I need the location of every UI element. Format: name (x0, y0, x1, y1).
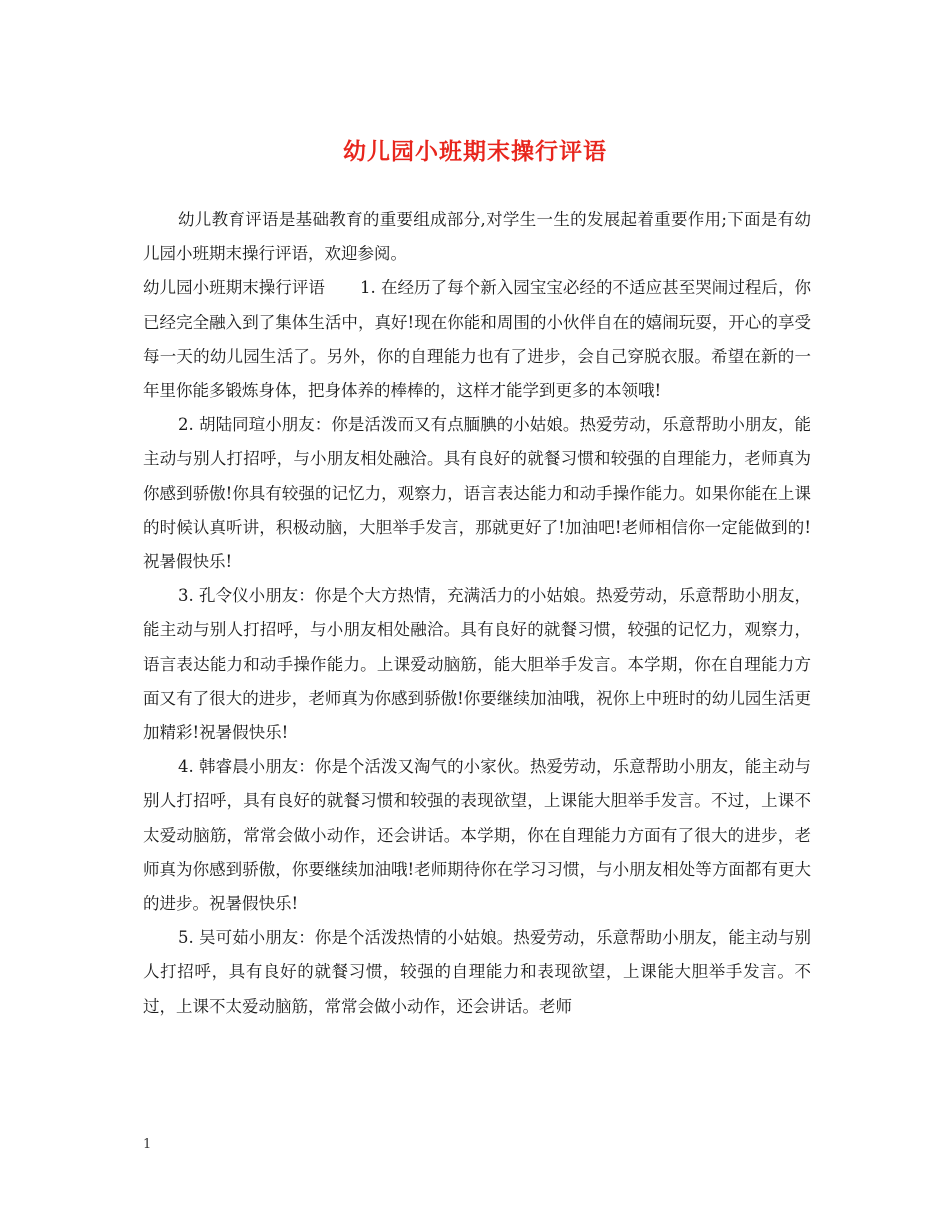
comment-item-5: 5. 吴可茹小朋友：你是个活泼热情的小姑娘。热爱劳动，乐意帮助小朋友，能主动与别人打招呼，具有良好的就餐习惯，较强的自理能力和表现欲望，上课能大胆举手发言。不过，上课不太爱动脑筋，常常会做小动作，还会讲话。老师 (143, 928, 811, 1016)
comment-item-1-paragraph (143, 271, 811, 408)
intro-paragraph: 幼儿教育评语是基础教育的重要组成部分,对学生一生的发展起着重要作用;下面是有幼儿园小班期末操行评语，欢迎参阅。 (143, 210, 811, 264)
section-heading: 幼儿园小班期末操行评语 (143, 278, 325, 298)
comment-item-1: 1. 在经历了每个新入园宝宝必经的不适应甚至哭闹过程后，你已经完全融入到了集体生活中，真好!现在你能和周围的小伙伴自在的嬉闹玩耍，开心的享受每一天的幼儿园生活了。另外，你的自理能力也有了进步，会自己穿脱衣服。希望在新的一年里你能多锻炼身体，把身体养的棒棒的，这样才能学到更多的本领哦! (143, 278, 811, 401)
document-body (143, 203, 811, 1024)
comment-item-2: 2. 胡陆同瑄小朋友：你是活泼而又有点腼腆的小姑娘。热爱劳动，乐意帮助小朋友，能主动与别人打招呼，与小朋友相处融洽。具有良好的就餐习惯和较强的自理能力，老师真为你感到骄傲!你具有较强的记忆力，观察力，语言表达能力和动手操作能力。如果你能在上课的时候认真听讲，积极动脑，大胆举手发言，那就更好了!加油吧!老师相信你一定能做到的!祝暑假快乐! (143, 415, 811, 572)
comment-item-3: 3. 孔令仪小朋友：你是个大方热情，充满活力的小姑娘。热爱劳动，乐意帮助小朋友，能主动与别人打招呼，与小朋友相处融洽。具有良好的就餐习惯，较强的记忆力，观察力，语言表达能力和动手操作能力。上课爱动脑筋，能大胆举手发言。本学期，你在自理能力方面又有了很大的进步，老师真为你感到骄傲!你要继续加油哦，祝你上中班时的幼儿园生活更加精彩!祝暑假快乐! (143, 586, 811, 743)
page-number: 1 (143, 1137, 152, 1152)
document-title: 幼儿园小班期末操行评语 (343, 138, 607, 165)
comment-item-4: 4. 韩睿晨小朋友：你是个活泼又淘气的小家伙。热爱劳动，乐意帮助小朋友，能主动与别人打招呼，具有良好的就餐习惯和较强的表现欲望，上课能大胆举手发言。不过，上课不太爱动脑筋，常常会做小动作，还会讲话。本学期，你在自理能力方面有了很大的进步，老师真为你感到骄傲，你要继续加油哦!老师期待你在学习习惯，与小朋友相处等方面都有更大的进步。祝暑假快乐! (143, 757, 811, 914)
